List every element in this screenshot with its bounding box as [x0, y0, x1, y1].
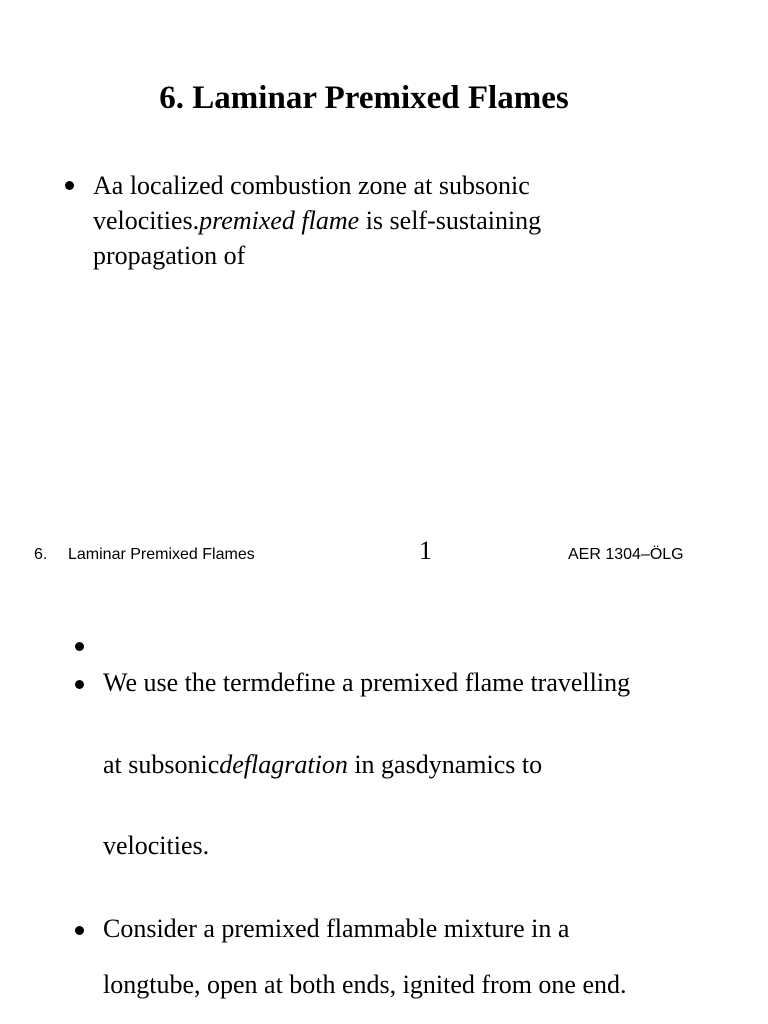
- bullet-icon: [75, 926, 84, 935]
- text-run: velocities.: [93, 206, 200, 235]
- bullet-icon: [75, 642, 84, 651]
- bullet-paragraph: [93, 168, 541, 273]
- text-line: We use the termdefine a premixed flame travelling: [103, 668, 631, 697]
- bullet-icon: [65, 181, 74, 190]
- text-line: [103, 750, 542, 780]
- footer-course-code: AER 1304–ÖLG: [568, 546, 684, 563]
- text-line: Aa localized combustion zone at subsonic: [93, 171, 530, 200]
- text-run: at subsonic: [103, 750, 220, 779]
- footer-section: [34, 546, 255, 564]
- footer-section-title: Laminar Premixed Flames: [68, 546, 255, 563]
- text-line: propagation of: [93, 241, 246, 270]
- text-line: [93, 203, 541, 238]
- text-run: in gasdynamics to: [347, 750, 543, 779]
- text-run: is self-sustaining: [359, 206, 542, 235]
- text-line: velocities.: [103, 831, 210, 860]
- text-line: Consider a premixed flammable mixture in a: [103, 914, 570, 943]
- emphasis-term: deflagration: [219, 750, 348, 779]
- page-title: 6. Laminar Premixed Flames: [159, 80, 569, 116]
- footer-section-number: 6.: [34, 546, 48, 563]
- footer-page-number: 1: [419, 536, 432, 565]
- emphasis-term: premixed flame: [199, 206, 360, 235]
- text-line: longtube, open at both ends, ignited from one end.: [103, 970, 627, 999]
- bullet-icon: [75, 680, 84, 689]
